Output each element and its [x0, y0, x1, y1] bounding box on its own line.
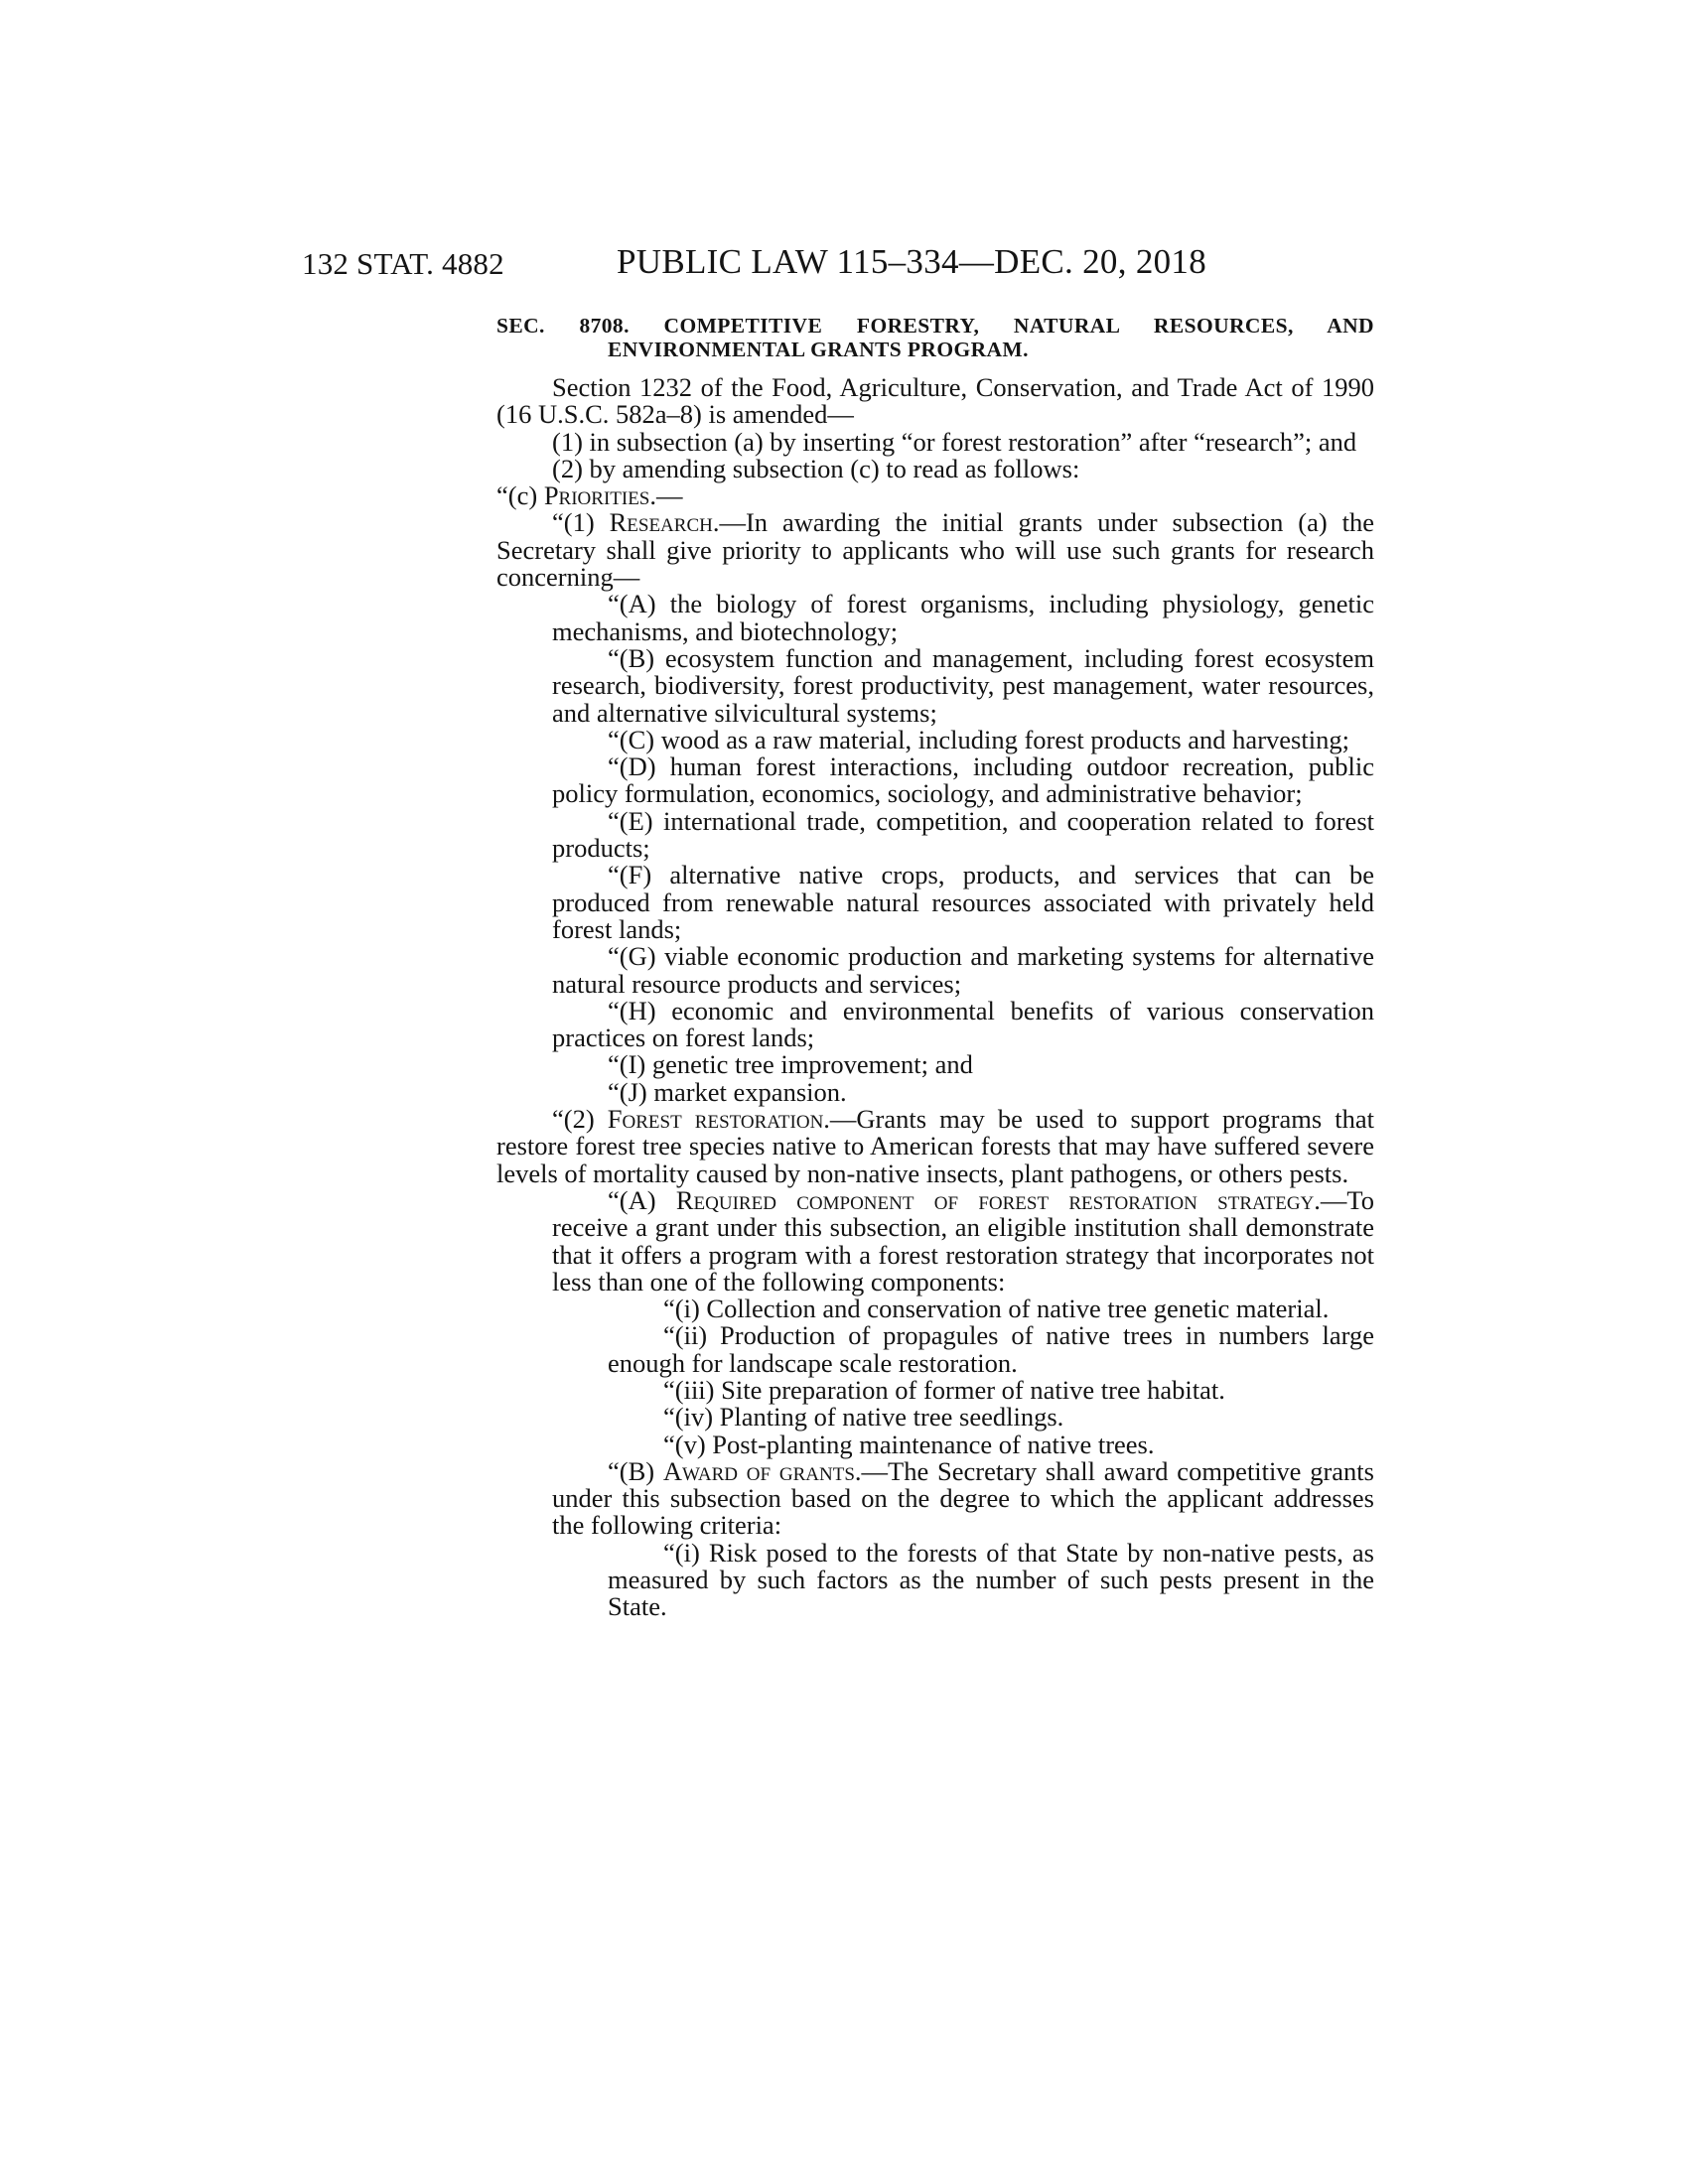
- research-item-c: “(C) wood as a raw material, including forest products and harvesting;: [608, 724, 1349, 754]
- research-item-j: “(J) market expansion.: [608, 1076, 847, 1107]
- research-item-e: “(E) international trade, competition, and cooperation related to forest products;: [552, 805, 1374, 864]
- section-intro: Section 1232 of the Food, Agriculture, Conservation, and Trade Act of 1990 (16 U.S.C. 582a–8) is amended—: [496, 372, 1374, 430]
- sub-b-prefix: “(B): [608, 1455, 663, 1486]
- research-item-g: “(G) viable economic production and marketing systems for alternative natural resource products and services;: [552, 941, 1374, 999]
- page-reference: 132 STAT. 4882: [302, 246, 504, 281]
- restoration-subparagraph-a: [496, 1184, 1374, 1297]
- priorities-suffix: .—: [649, 480, 683, 511]
- research-paragraph: [441, 509, 1374, 591]
- research-prefix: “(1): [552, 507, 610, 538]
- component-iv: “(iv) Planting of native tree seedlings.: [663, 1402, 1064, 1433]
- priorities-caps: Priorities: [543, 480, 650, 511]
- research-item-h: “(H) economic and environmental benefits of various conservation practices on forest lands;: [552, 995, 1374, 1053]
- priorities-heading: [496, 482, 1374, 509]
- criterion-i: “(i) Risk posed to the forests of that State by non-native pests, as measured by such factors as the number of such pests present in the State.: [608, 1537, 1374, 1622]
- sub-b-text: .—The Secretary shall award competitive grants under this subsection based on the degree to which the applicant addresses the following criteria:: [552, 1455, 1374, 1541]
- restoration-paragraph: [496, 1106, 1374, 1187]
- document-body: [496, 314, 1374, 1621]
- amendment-1: (1) in subsection (a) by inserting “or forest restoration” after “research”; and: [552, 426, 1357, 457]
- component-ii: “(ii) Production of propagules of native trees in numbers large enough for landscape scale restoration.: [608, 1320, 1374, 1378]
- research-item-f: “(F) alternative native crops, products, and services that can be produced from renewable natural resources associated with privately held forest lands;: [552, 860, 1374, 944]
- restoration-subparagraph-b: [496, 1455, 1374, 1541]
- component-v: “(v) Post-planting maintenance of native trees.: [663, 1429, 1155, 1459]
- research-item-b: “(B) ecosystem function and management, including forest ecosystem research, biodiversity, forest productivity, pest management, water resources, and alternative silvicultural systems;: [552, 642, 1374, 728]
- restoration-caps: Forest restoration: [607, 1104, 824, 1135]
- amendment-2: (2) by amending subsection (c) to read as follows:: [552, 453, 1080, 483]
- research-text: .—In awarding the initial grants under subsection (a) the Secretary shall give priority to applicants who will use such grants for research concerning—: [496, 507, 1374, 593]
- research-item-d: “(D) human forest interactions, including outdoor recreation, public policy formulation, economics, sociology, and administrative behavior;: [552, 751, 1374, 809]
- section-heading: SEC. 8708. COMPETITIVE FORESTRY, NATURAL RESOURCES, AND ENVIRONMENTAL GRANTS PROGRAM.: [496, 314, 1374, 361]
- sub-a-text: .—To receive a grant under this subsection, an eligible institution shall demonstrate that it offers a program with a forest restoration strategy that incorporates not less than one of the following components:: [552, 1184, 1374, 1297]
- restoration-prefix: “(2): [552, 1104, 608, 1135]
- sub-a-caps: Required component of forest restoration strategy: [675, 1184, 1315, 1215]
- running-head: [302, 242, 1374, 290]
- restoration-text: .—Grants may be used to support programs that restore forest tree species native to American forests that may have suffered severe levels of mortality caused by non-native insects, plant pathogens, or others pests.: [496, 1104, 1374, 1188]
- component-i: “(i) Collection and conservation of native tree genetic material.: [663, 1294, 1330, 1324]
- sub-b-caps: Award of grants: [662, 1455, 855, 1486]
- research-item-i: “(I) genetic tree improvement; and: [608, 1049, 973, 1080]
- sub-a-prefix: “(A): [608, 1184, 676, 1215]
- priorities-prefix: “(c): [496, 480, 544, 511]
- research-caps: Research: [609, 507, 713, 538]
- component-iii: “(iii) Site preparation of former of native tree habitat.: [663, 1374, 1225, 1405]
- research-item-a: “(A) the biology of forest organisms, including physiology, genetic mechanisms, and biotechnology;: [552, 589, 1374, 646]
- law-title: PUBLIC LAW 115–334—DEC. 20, 2018: [617, 242, 1207, 281]
